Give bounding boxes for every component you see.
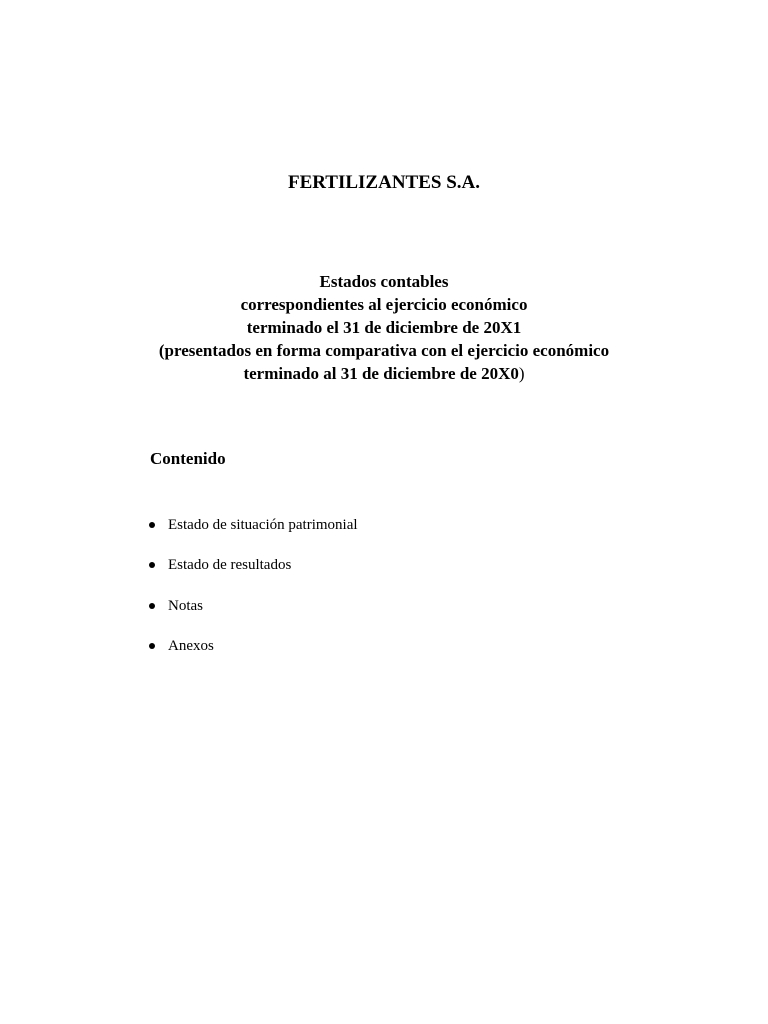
- list-item-label: Estado de situación patrimonial: [168, 517, 358, 533]
- subtitle-closing-paren: ): [518, 364, 525, 383]
- subtitle-line-1: Estados contables: [319, 272, 449, 291]
- subtitle-line-3: terminado el 31 de diciembre de 20X1: [246, 318, 522, 337]
- list-item: [147, 515, 358, 535]
- subtitle-line-2: correspondientes al ejercicio económico: [240, 295, 528, 314]
- subtitle-line-4: (presentados en forma comparativa con el ejercicio económico: [158, 341, 610, 360]
- statement-subtitle: [0, 270, 768, 385]
- contents-heading: Contenido: [150, 449, 226, 468]
- bullet-icon: [149, 522, 155, 528]
- bullet-icon: [149, 643, 155, 649]
- bullet-icon: [149, 562, 155, 568]
- list-item-label: Notas: [168, 597, 203, 614]
- list-item: [147, 555, 358, 575]
- subtitle-line-5: terminado al 31 de diciembre de 20X0: [243, 364, 519, 383]
- company-name: FERTILIZANTES S.A.: [287, 172, 481, 193]
- list-item: [147, 596, 358, 616]
- bullet-icon: [149, 603, 155, 609]
- list-item-label: Estado de resultados: [168, 557, 292, 574]
- contents-list: [147, 515, 358, 676]
- subtitle-line-5-wrapper: [0, 362, 768, 385]
- list-item-label: Anexos: [168, 637, 214, 654]
- list-item: [147, 636, 358, 656]
